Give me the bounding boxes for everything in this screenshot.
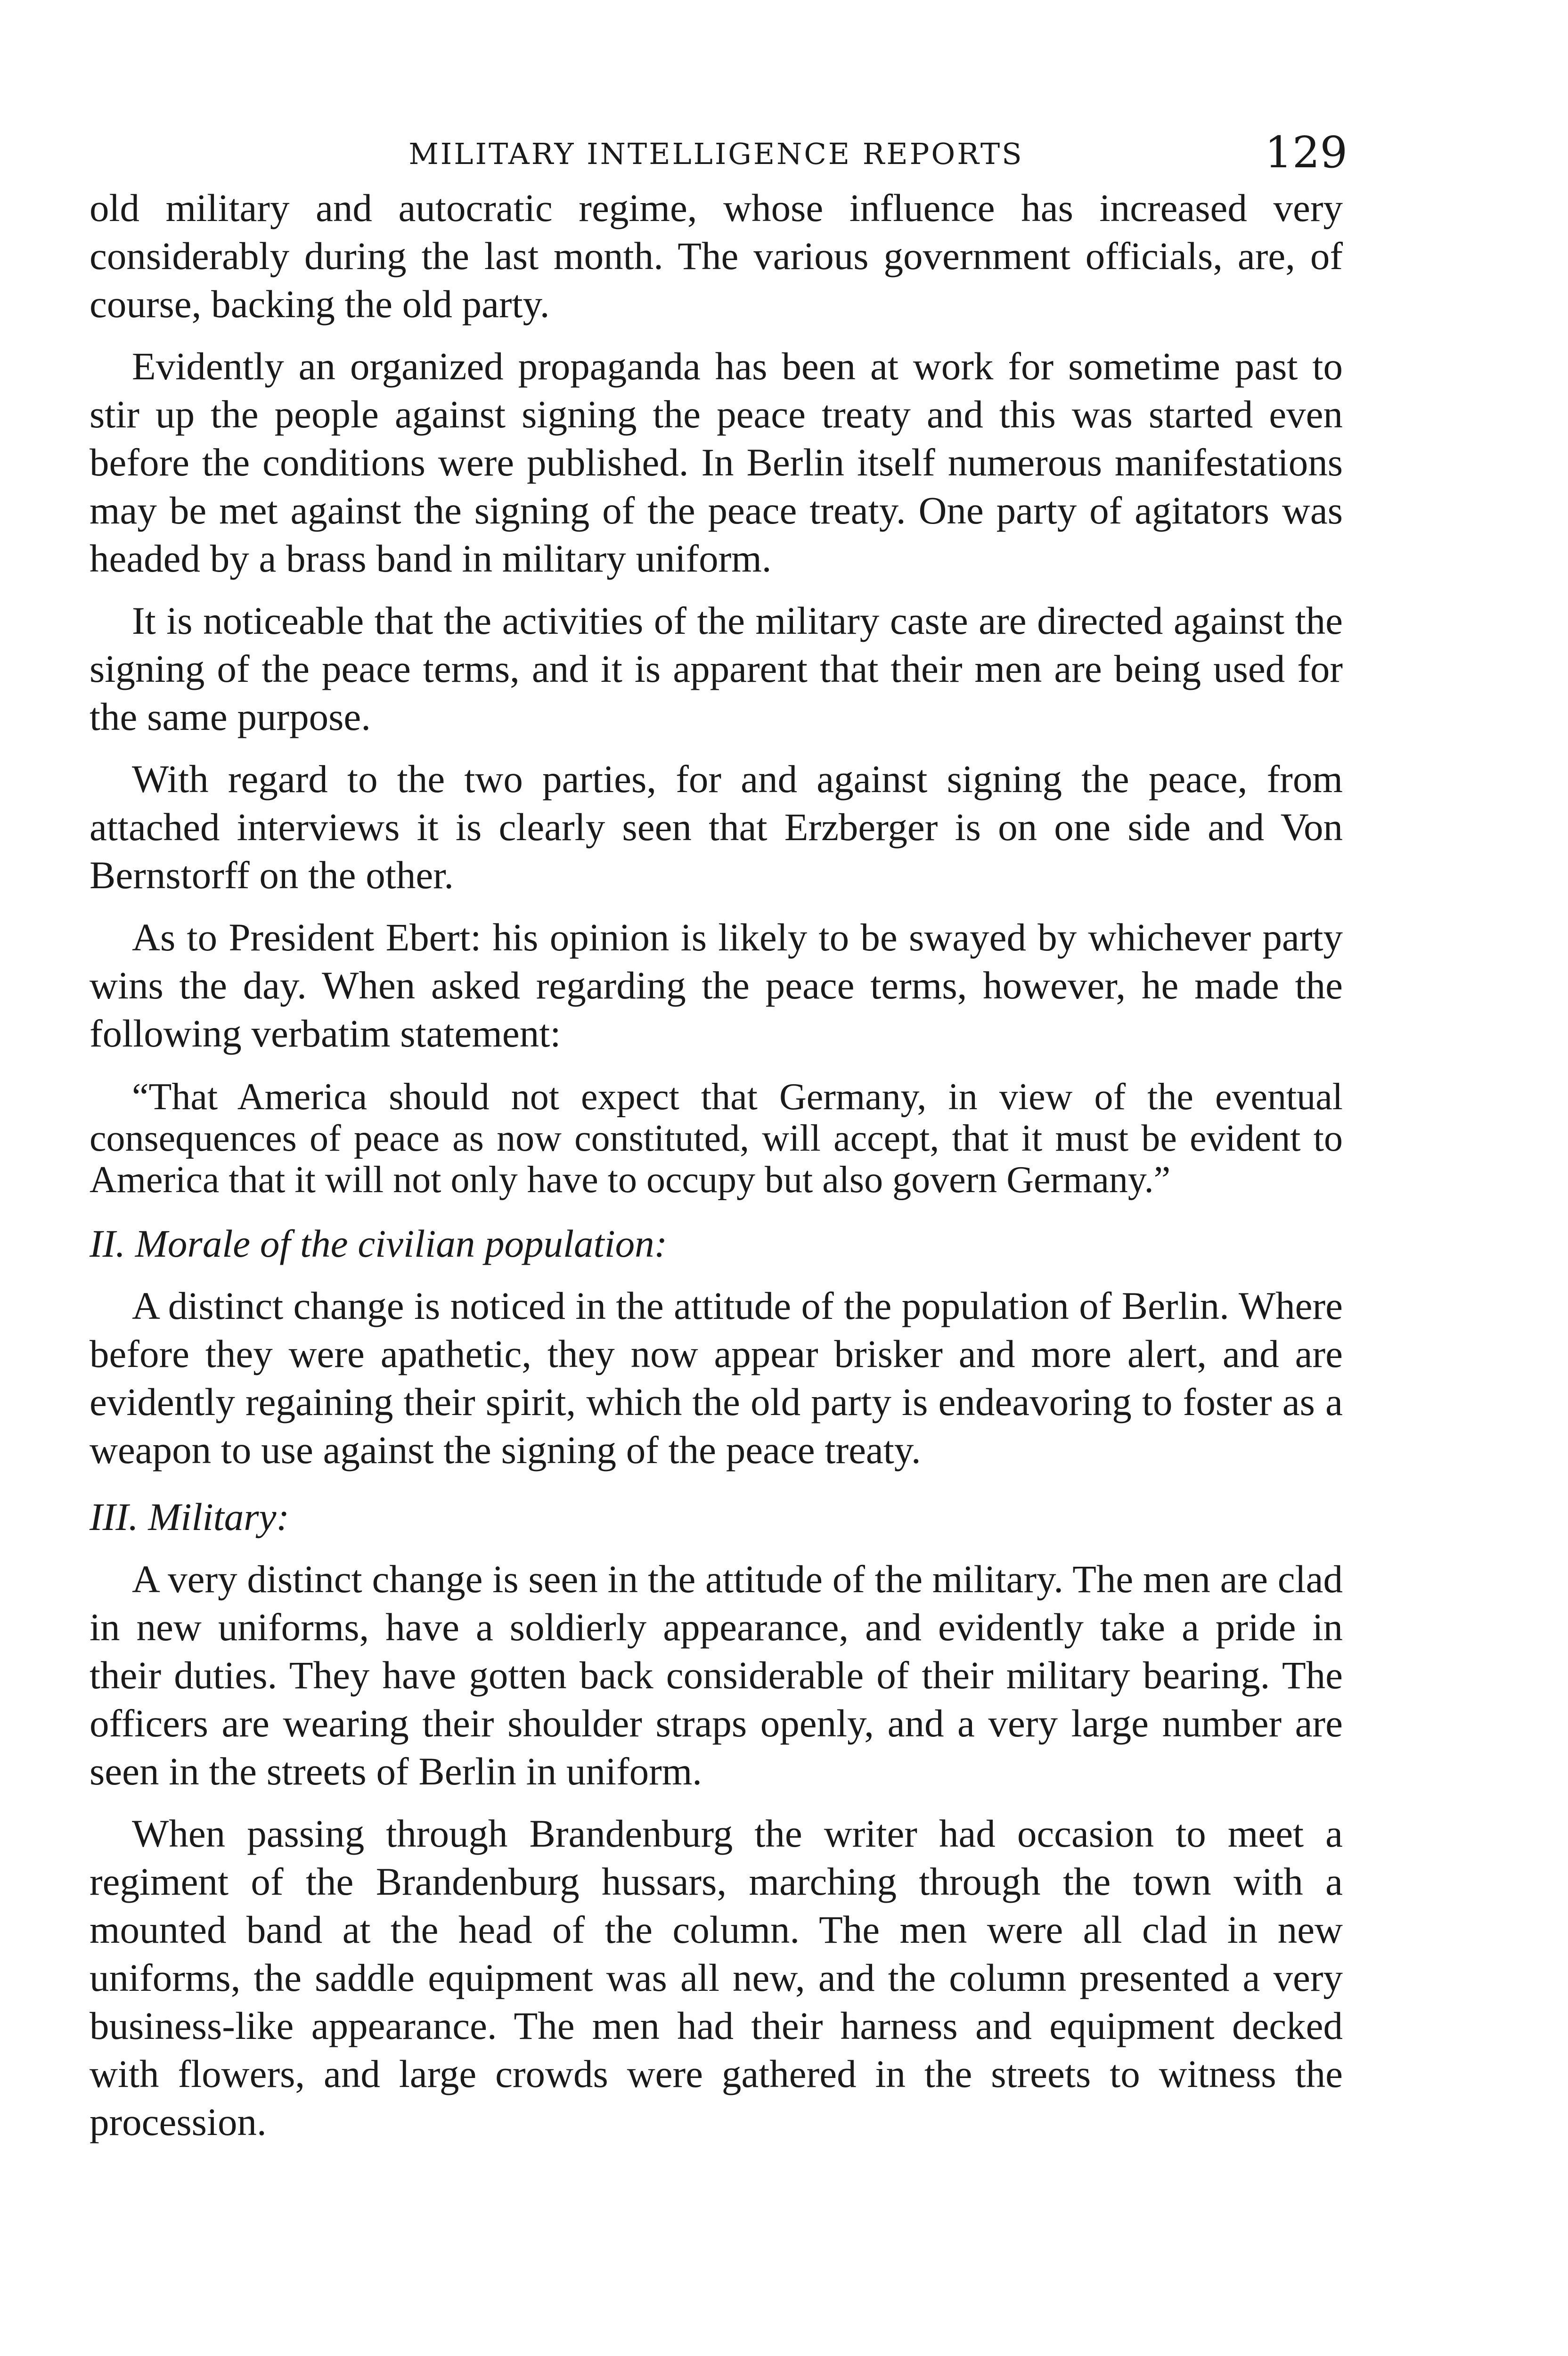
paragraph-president-ebert: As to President Ebert: his opinion is likely to be swayed by whichever party wins the day. When asked regarding the peace terms, however, he made the following verbatim statement: [90,916,1343,1055]
paragraph-brandenburg: When passing through Brandenburg the writer had occasion to meet a regiment of the Brandenburg hussars, marching through the town with a mounted band at the head of the column. The men were all clad in new uniforms, the saddle equipment was all new, and the column presented a very business-like appearance. The men had their harness and equipment decked with flowers, and large crowds were gathered in the streets to witness the procession. [90,1812,1343,2143]
paragraph-military-change: A very distinct change is seen in the attitude of the military. The men are clad in new uniforms, have a soldierly appearance, and evidently take a pride in their duties. They have gotten back considerable of their military bearing. The officers are wearing their shoulder straps openly, and a very large number are seen in the streets of Berlin in uniform. [90,1557,1343,1793]
block-quote: “That America should not expect that Germany, in view of the eventual consequences of peace as now constituted, will accept, that it must be evident to America that it will not only have to occupy but also govern Germany.” [90,1076,1343,1201]
paragraph-morale: A distinct change is noticed in the attitude of the population of Berlin. Where before they were apathetic, they now appear brisker and more alert, and are evidently regaining their spirit, which the old party is endeavoring to foster as a weapon to use against the signing of the peace treaty. [90,1284,1343,1472]
running-header [90,127,1348,184]
document-page [90,127,1348,2146]
paragraph-military-caste: It is noticeable that the activities of the military caste are directed against the signing of the peace terms, and it is apparent that their men are being used for the same purpose. [90,599,1343,738]
section-heading-military: III. Military: [90,1495,290,1538]
paragraph-two-parties: With regard to the two parties, for and against signing the peace, from attached interviews it is clearly seen that Erzberger is on one side and Von Bernstorff on the other. [90,757,1343,897]
paragraph-continuation: old military and autocratic regime, whose influence has increased very considerably during the last month. The various government officials, are, of course, backing the old party. [90,186,1343,326]
paragraph-propaganda: Evidently an organized propaganda has been at work for sometime past to stir up the people against signing the peace treaty and this was started even before the conditions were published. In Berlin itself numerous manifestations may be met against the signing of the peace treaty. One party of agitators was headed by a brass band in military uniform. [90,344,1343,580]
section-heading-morale: II. Morale of the civilian population: [90,1222,668,1265]
running-title: MILITARY INTELLIGENCE REPORTS [408,137,1024,171]
page-number: 129 [1265,127,1348,178]
body-text [90,184,1343,2146]
